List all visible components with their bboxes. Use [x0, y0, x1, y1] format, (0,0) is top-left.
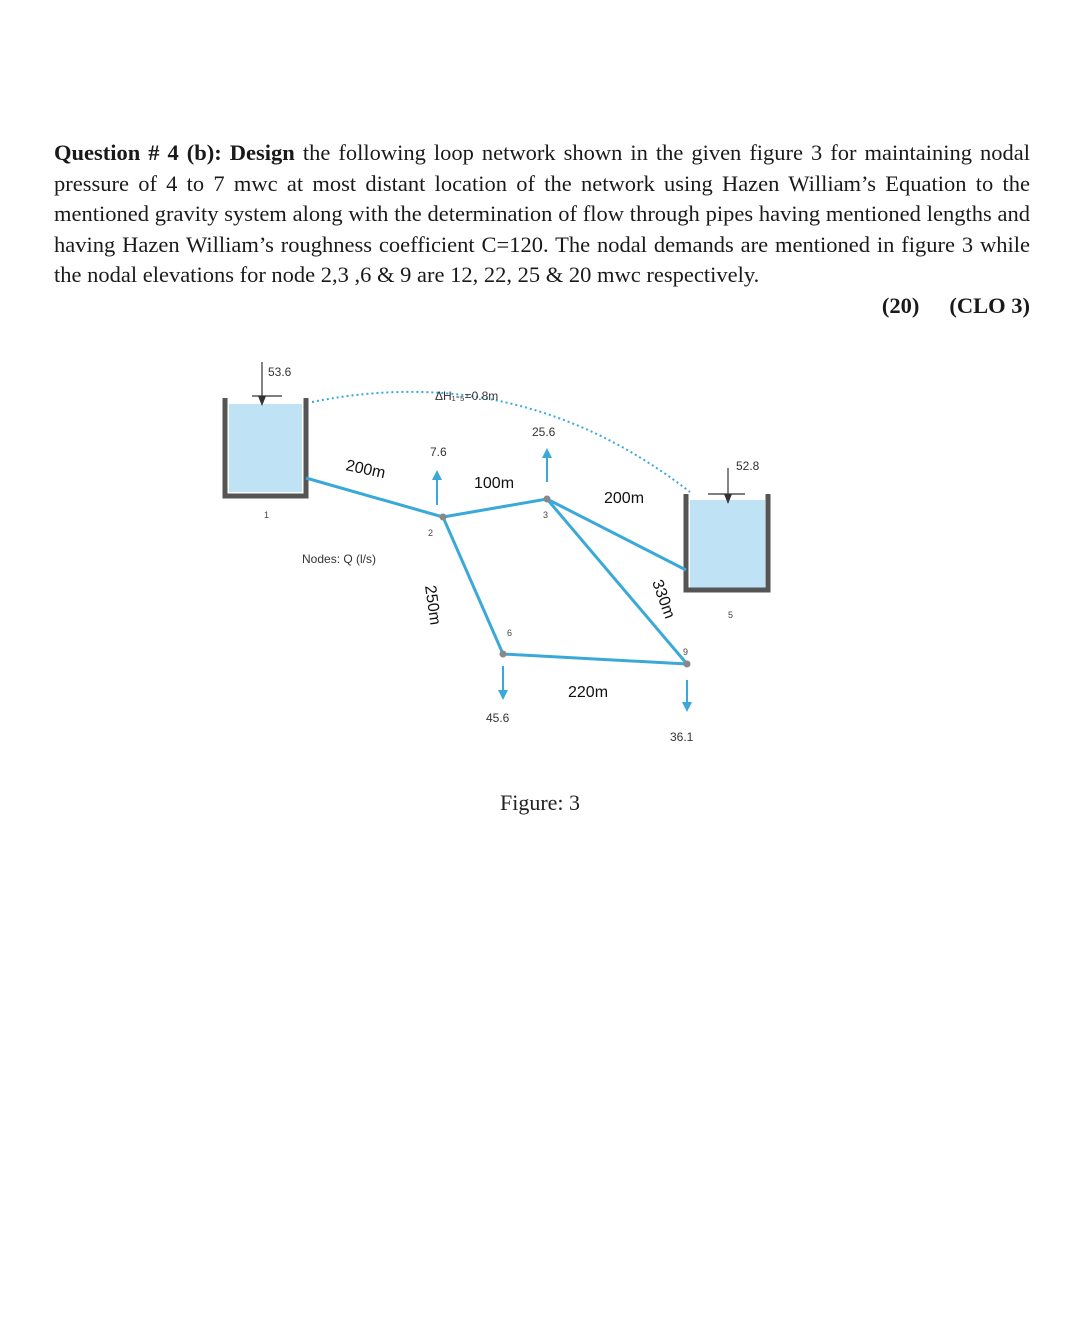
pipe-2-6 — [443, 517, 503, 654]
node-9-label: 9 — [683, 647, 689, 657]
marks-value: (20) — [881, 292, 920, 318]
nodes-legend: Nodes: Q (l/s) — [302, 552, 377, 566]
pipe-6-9-length: 220m — [568, 684, 609, 701]
headloss-label: ΔH₁-₅=0.8m — [435, 389, 499, 403]
question-body: the following loop network shown in the given figure 3 for maintaining nodal pressure of 4 to 7 mwc at most distant location of the network using Hazen William’s Equation to the mentioned gravity system along with the determination of flow through pipes having mentioned lengths and having Hazen William’s roughness coefficient C=120. The nodal demands are mentioned in figure 3 while the nodal elevations for node 2,3 ,6 & 9 are 12, 22, 25 & 20 mwc respectively. — [54, 140, 1031, 287]
question-verb: Design — [229, 140, 295, 165]
clo-value: (CLO 3) — [949, 292, 1030, 318]
node-3 — [544, 496, 551, 503]
pipe-1-2 — [306, 478, 443, 517]
pipe-network-figure — [0, 340, 1080, 760]
node-6-demand: 45.6 — [486, 711, 510, 725]
node-6-label: 6 — [507, 628, 513, 638]
node-9-demand: 36.1 — [670, 730, 694, 744]
demand-arrow-node-2 — [432, 470, 442, 505]
figure-caption: Figure: 3 — [499, 790, 581, 815]
pipe-2-6-length: 250m — [421, 584, 444, 627]
demand-arrow-node-9 — [682, 680, 692, 712]
reservoir-5-level: 52.8 — [736, 459, 760, 473]
node-3-demand: 25.6 — [532, 425, 556, 439]
demand-arrow-node-3 — [542, 448, 552, 482]
pipe-2-3-length: 100m — [474, 475, 515, 492]
node-2-label: 2 — [428, 528, 434, 538]
question-label: Question # 4 (b): — [54, 140, 222, 165]
pipe-2-3 — [443, 499, 547, 517]
question-marks — [852, 291, 1030, 322]
reservoir-1-node-label: 1 — [264, 510, 270, 520]
node-6 — [500, 651, 507, 658]
pipe-6-9 — [503, 654, 687, 664]
reservoir-1-level: 53.6 — [268, 365, 292, 379]
node-9 — [684, 661, 691, 668]
node-2 — [440, 514, 447, 521]
demand-arrow-node-6 — [498, 666, 508, 700]
node-2-demand: 7.6 — [430, 445, 447, 459]
reservoir-5-node-label: 5 — [728, 610, 734, 620]
pipe-3-5-length: 200m — [604, 490, 645, 507]
pipe-3-9-length: 330m — [648, 577, 678, 621]
node-3-label: 3 — [543, 510, 549, 520]
question-text — [54, 138, 1030, 321]
pipe-3-5 — [547, 499, 686, 570]
reservoir-1-water — [229, 404, 302, 492]
pipe-1-2-length: 200m — [344, 457, 387, 483]
reservoir-5-water — [690, 500, 765, 588]
